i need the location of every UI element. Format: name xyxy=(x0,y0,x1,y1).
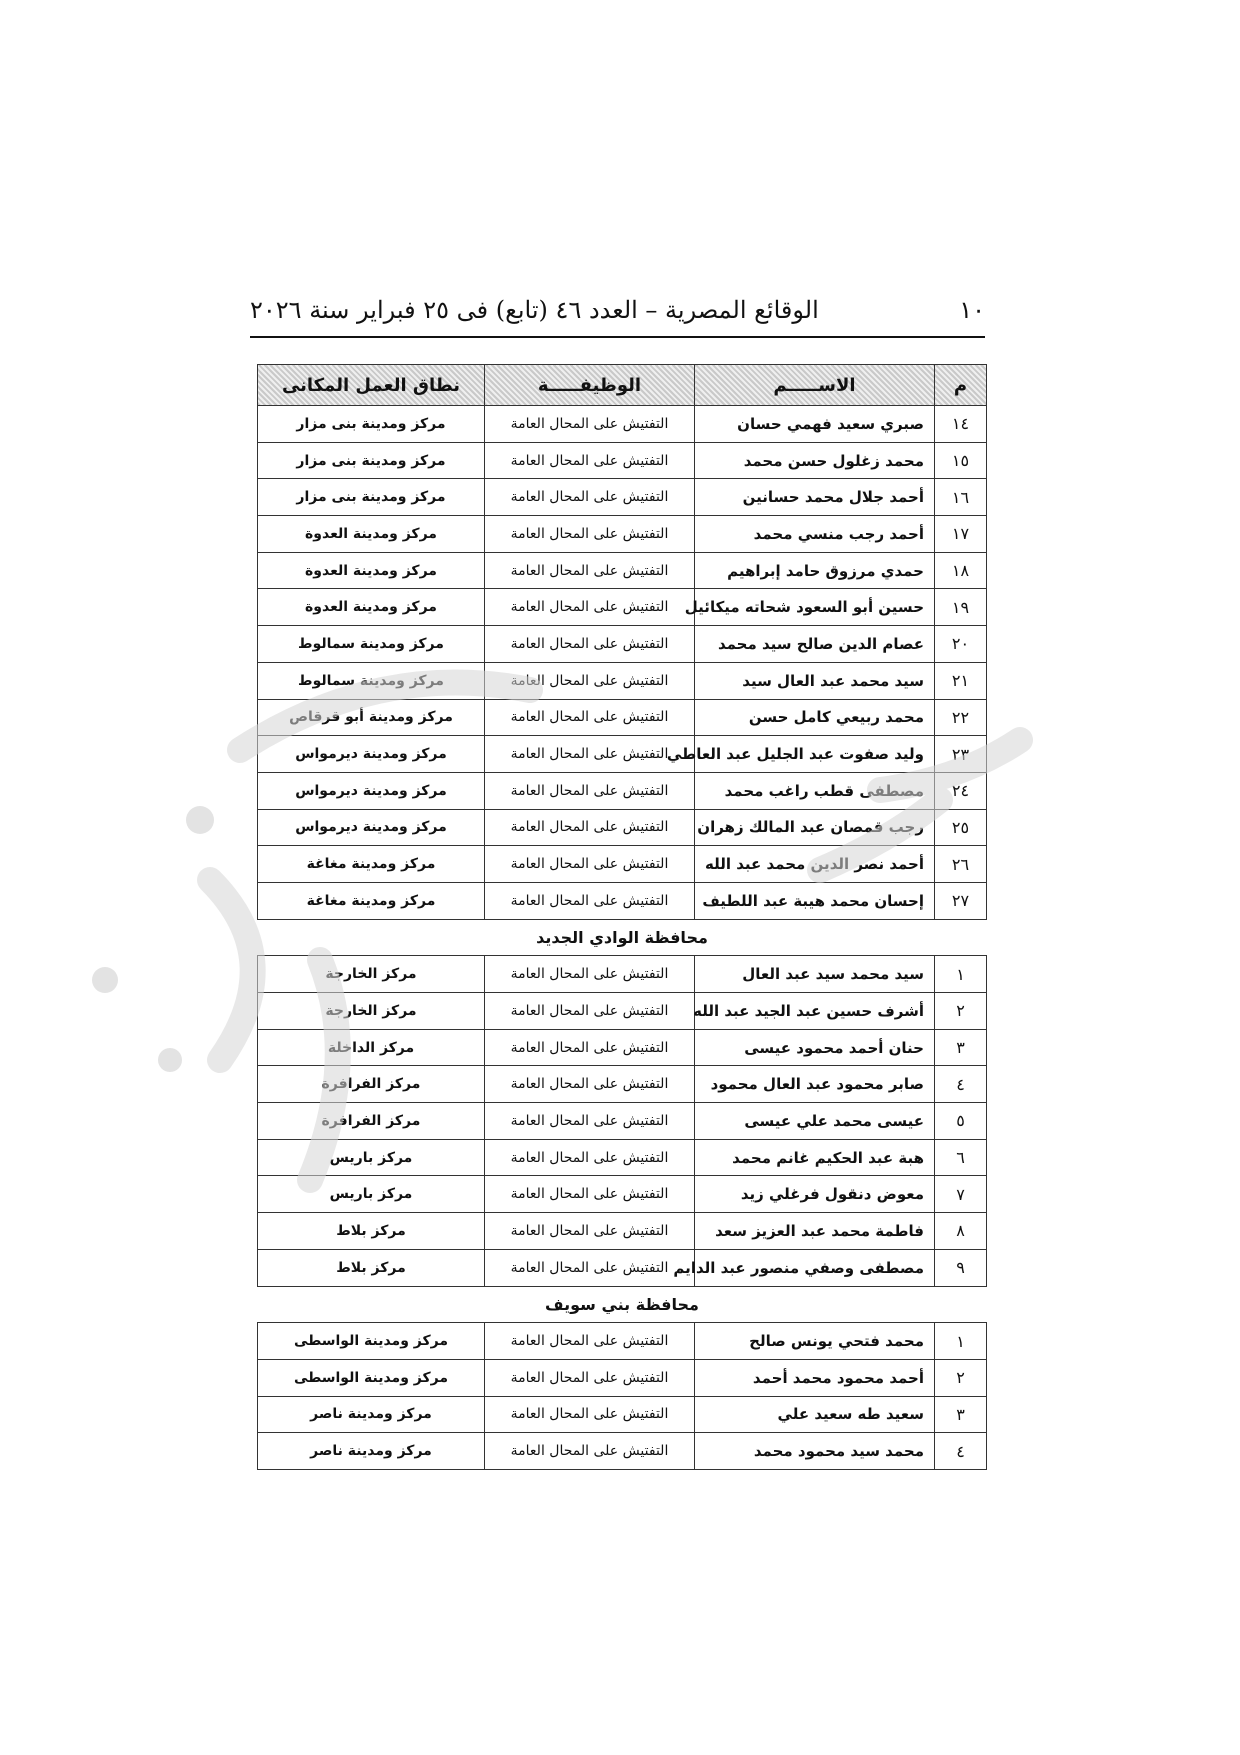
job-title: التفتيش على المحال العامة xyxy=(485,1213,695,1250)
table-header-row xyxy=(258,365,987,406)
row-number: ١٦ xyxy=(935,479,987,516)
job-title: التفتيش على المحال العامة xyxy=(485,1066,695,1103)
person-name: فاطمة محمد عبد العزيز سعد xyxy=(695,1213,935,1250)
work-area: مركز باريس xyxy=(258,1176,485,1213)
person-name: رجب قمصان عبد المالك زهران xyxy=(695,809,935,846)
row-number: ٢ xyxy=(935,1359,987,1396)
row-number: ٤ xyxy=(935,1433,987,1470)
job-title: التفتيش على المحال العامة xyxy=(485,1359,695,1396)
row-number: ١٥ xyxy=(935,442,987,479)
job-title: التفتيش على المحال العامة xyxy=(485,699,695,736)
person-name: أحمد نصر الدين محمد عبد الله xyxy=(695,846,935,883)
person-name: وليد صفوت عبد الجليل عبد العاطي xyxy=(695,736,935,773)
section-title: محافظة الوادي الجديد xyxy=(258,919,987,956)
person-name: سيد محمد سيد عبد العال xyxy=(695,956,935,993)
section-row xyxy=(258,919,987,956)
table-row xyxy=(258,662,987,699)
job-title: التفتيش على المحال العامة xyxy=(485,956,695,993)
job-title: التفتيش على المحال العامة xyxy=(485,442,695,479)
table-row xyxy=(258,406,987,443)
row-number: ٢٣ xyxy=(935,736,987,773)
person-name: عصام الدين صالح سيد محمد xyxy=(695,626,935,663)
row-number: ٢١ xyxy=(935,662,987,699)
person-name: سيد محمد عبد العال سيد xyxy=(695,662,935,699)
person-name: معوض دنقول فرغلي زيد xyxy=(695,1176,935,1213)
person-name: هبة عبد الحكيم غانم محمد xyxy=(695,1139,935,1176)
table-row xyxy=(258,1066,987,1103)
work-area: مركز ومدينة ديرمواس xyxy=(258,736,485,773)
job-title: التفتيش على المحال العامة xyxy=(485,552,695,589)
person-name: حسين أبو السعود شحاته ميكائيل xyxy=(695,589,935,626)
work-area: مركز الفرافرة xyxy=(258,1103,485,1140)
work-area: مركز ومدينة مغاغة xyxy=(258,846,485,883)
gazette-title: الوقائع المصرية – العدد ٤٦ (تابع) فى ٢٥ فبراير سنة ٢٠٢٦ xyxy=(250,296,819,324)
table-row xyxy=(258,1176,987,1213)
work-area: مركز ومدينة سمالوط xyxy=(258,626,485,663)
row-number: ١٤ xyxy=(935,406,987,443)
work-area: مركز ومدينة الواسطى xyxy=(258,1359,485,1396)
section-title: محافظة بني سويف xyxy=(258,1286,987,1323)
section-row xyxy=(258,1286,987,1323)
page-number: ١٠ xyxy=(959,296,985,324)
table-row xyxy=(258,1359,987,1396)
page-header xyxy=(250,290,985,330)
row-number: ٢٧ xyxy=(935,882,987,919)
table-row xyxy=(258,736,987,773)
job-title: التفتيش على المحال العامة xyxy=(485,406,695,443)
work-area: مركز ومدينة أبو قرقاص xyxy=(258,699,485,736)
column-header-name: الاســـــم xyxy=(695,365,935,406)
row-number: ٣ xyxy=(935,1029,987,1066)
row-number: ٣ xyxy=(935,1396,987,1433)
table-row xyxy=(258,1103,987,1140)
person-name: محمد ربيعي كامل حسن xyxy=(695,699,935,736)
job-title: التفتيش على المحال العامة xyxy=(485,1249,695,1286)
job-title: التفتيش على المحال العامة xyxy=(485,662,695,699)
column-header-job: الوظيفـــــة xyxy=(485,365,695,406)
person-name: صبري سعيد فهمي حسان xyxy=(695,406,935,443)
work-area: مركز ومدينة العدوة xyxy=(258,589,485,626)
table-row xyxy=(258,589,987,626)
table-row xyxy=(258,846,987,883)
work-area: مركز بلاط xyxy=(258,1249,485,1286)
table-row xyxy=(258,516,987,553)
table-row xyxy=(258,772,987,809)
job-title: التفتيش على المحال العامة xyxy=(485,1176,695,1213)
work-area: مركز بلاط xyxy=(258,1213,485,1250)
row-number: ٤ xyxy=(935,1066,987,1103)
person-name: أحمد جلال محمد حسانين xyxy=(695,479,935,516)
person-name: سعيد طه سعيد علي xyxy=(695,1396,935,1433)
table-row xyxy=(258,882,987,919)
table-row xyxy=(258,552,987,589)
table-row xyxy=(258,956,987,993)
job-title: التفتيش على المحال العامة xyxy=(485,1103,695,1140)
work-area: مركز ومدينة العدوة xyxy=(258,552,485,589)
job-title: التفتيش على المحال العامة xyxy=(485,626,695,663)
work-area: مركز الخارجة xyxy=(258,956,485,993)
table-row xyxy=(258,1396,987,1433)
person-name: مصطفى وصفي منصور عبد الدايم xyxy=(695,1249,935,1286)
table-row xyxy=(258,1249,987,1286)
person-name: إحسان محمد هيبة عبد اللطيف xyxy=(695,882,935,919)
person-name: محمد سيد محمود محمد xyxy=(695,1433,935,1470)
table-row xyxy=(258,626,987,663)
table-row xyxy=(258,1323,987,1360)
person-name: أحمد محمود محمد أحمد xyxy=(695,1359,935,1396)
table-row xyxy=(258,809,987,846)
work-area: مركز ومدينة مغاغة xyxy=(258,882,485,919)
row-number: ٦ xyxy=(935,1139,987,1176)
work-area: مركز ومدينة بنى مزار xyxy=(258,479,485,516)
work-area: مركز ومدينة بنى مزار xyxy=(258,442,485,479)
job-title: التفتيش على المحال العامة xyxy=(485,882,695,919)
job-title: التفتيش على المحال العامة xyxy=(485,1139,695,1176)
table-row xyxy=(258,1029,987,1066)
job-title: التفتيش على المحال العامة xyxy=(485,479,695,516)
table-row xyxy=(258,442,987,479)
work-area: مركز الداخلة xyxy=(258,1029,485,1066)
person-name: محمد فتحي يونس صالح xyxy=(695,1323,935,1360)
job-title: التفتيش على المحال العامة xyxy=(485,1029,695,1066)
job-title: التفتيش على المحال العامة xyxy=(485,589,695,626)
work-area: مركز ومدينة ديرمواس xyxy=(258,772,485,809)
work-area: مركز ومدينة العدوة xyxy=(258,516,485,553)
job-title: التفتيش على المحال العامة xyxy=(485,1323,695,1360)
inspectors-table xyxy=(257,364,987,1470)
work-area: مركز ومدينة بنى مزار xyxy=(258,406,485,443)
work-area: مركز الفرافرة xyxy=(258,1066,485,1103)
work-area: مركز الخارجة xyxy=(258,993,485,1030)
row-number: ٥ xyxy=(935,1103,987,1140)
table-row xyxy=(258,1213,987,1250)
work-area: مركز ومدينة سمالوط xyxy=(258,662,485,699)
job-title: التفتيش على المحال العامة xyxy=(485,993,695,1030)
person-name: أشرف حسين عبد الجيد عبد الله xyxy=(695,993,935,1030)
row-number: ٢ xyxy=(935,993,987,1030)
work-area: مركز ومدينة الواسطى xyxy=(258,1323,485,1360)
table-row xyxy=(258,1139,987,1176)
row-number: ١ xyxy=(935,1323,987,1360)
person-name: أحمد رجب منسي محمد xyxy=(695,516,935,553)
person-name: حمدي مرزوق حامد إبراهيم xyxy=(695,552,935,589)
column-header-area: نطاق العمل المكانى xyxy=(258,365,485,406)
table-row xyxy=(258,479,987,516)
job-title: التفتيش على المحال العامة xyxy=(485,1396,695,1433)
table-row xyxy=(258,993,987,1030)
row-number: ١٩ xyxy=(935,589,987,626)
row-number: ١٨ xyxy=(935,552,987,589)
job-title: التفتيش على المحال العامة xyxy=(485,809,695,846)
job-title: التفتيش على المحال العامة xyxy=(485,1433,695,1470)
table-row xyxy=(258,699,987,736)
job-title: التفتيش على المحال العامة xyxy=(485,846,695,883)
row-number: ٢٠ xyxy=(935,626,987,663)
person-name: صابر محمود عبد العال محمود xyxy=(695,1066,935,1103)
row-number: ٢٥ xyxy=(935,809,987,846)
row-number: ٢٦ xyxy=(935,846,987,883)
work-area: مركز ومدينة ناصر xyxy=(258,1433,485,1470)
row-number: ١ xyxy=(935,956,987,993)
job-title: التفتيش على المحال العامة xyxy=(485,516,695,553)
person-name: مصطفى قطب راغب محمد xyxy=(695,772,935,809)
row-number: ٢٢ xyxy=(935,699,987,736)
row-number: ٨ xyxy=(935,1213,987,1250)
person-name: حنان أحمد محمود عيسى xyxy=(695,1029,935,1066)
row-number: ١٧ xyxy=(935,516,987,553)
work-area: مركز ومدينة ناصر xyxy=(258,1396,485,1433)
job-title: التفتيش على المحال العامة xyxy=(485,772,695,809)
header-rule xyxy=(250,336,985,338)
row-number: ٩ xyxy=(935,1249,987,1286)
job-title: التفتيش على المحال العامة xyxy=(485,736,695,773)
row-number: ٧ xyxy=(935,1176,987,1213)
column-header-number: م xyxy=(935,365,987,406)
table-row xyxy=(258,1433,987,1470)
work-area: مركز باريس xyxy=(258,1139,485,1176)
work-area: مركز ومدينة ديرمواس xyxy=(258,809,485,846)
person-name: عيسى محمد علي عيسى xyxy=(695,1103,935,1140)
person-name: محمد زغلول حسن محمد xyxy=(695,442,935,479)
row-number: ٢٤ xyxy=(935,772,987,809)
